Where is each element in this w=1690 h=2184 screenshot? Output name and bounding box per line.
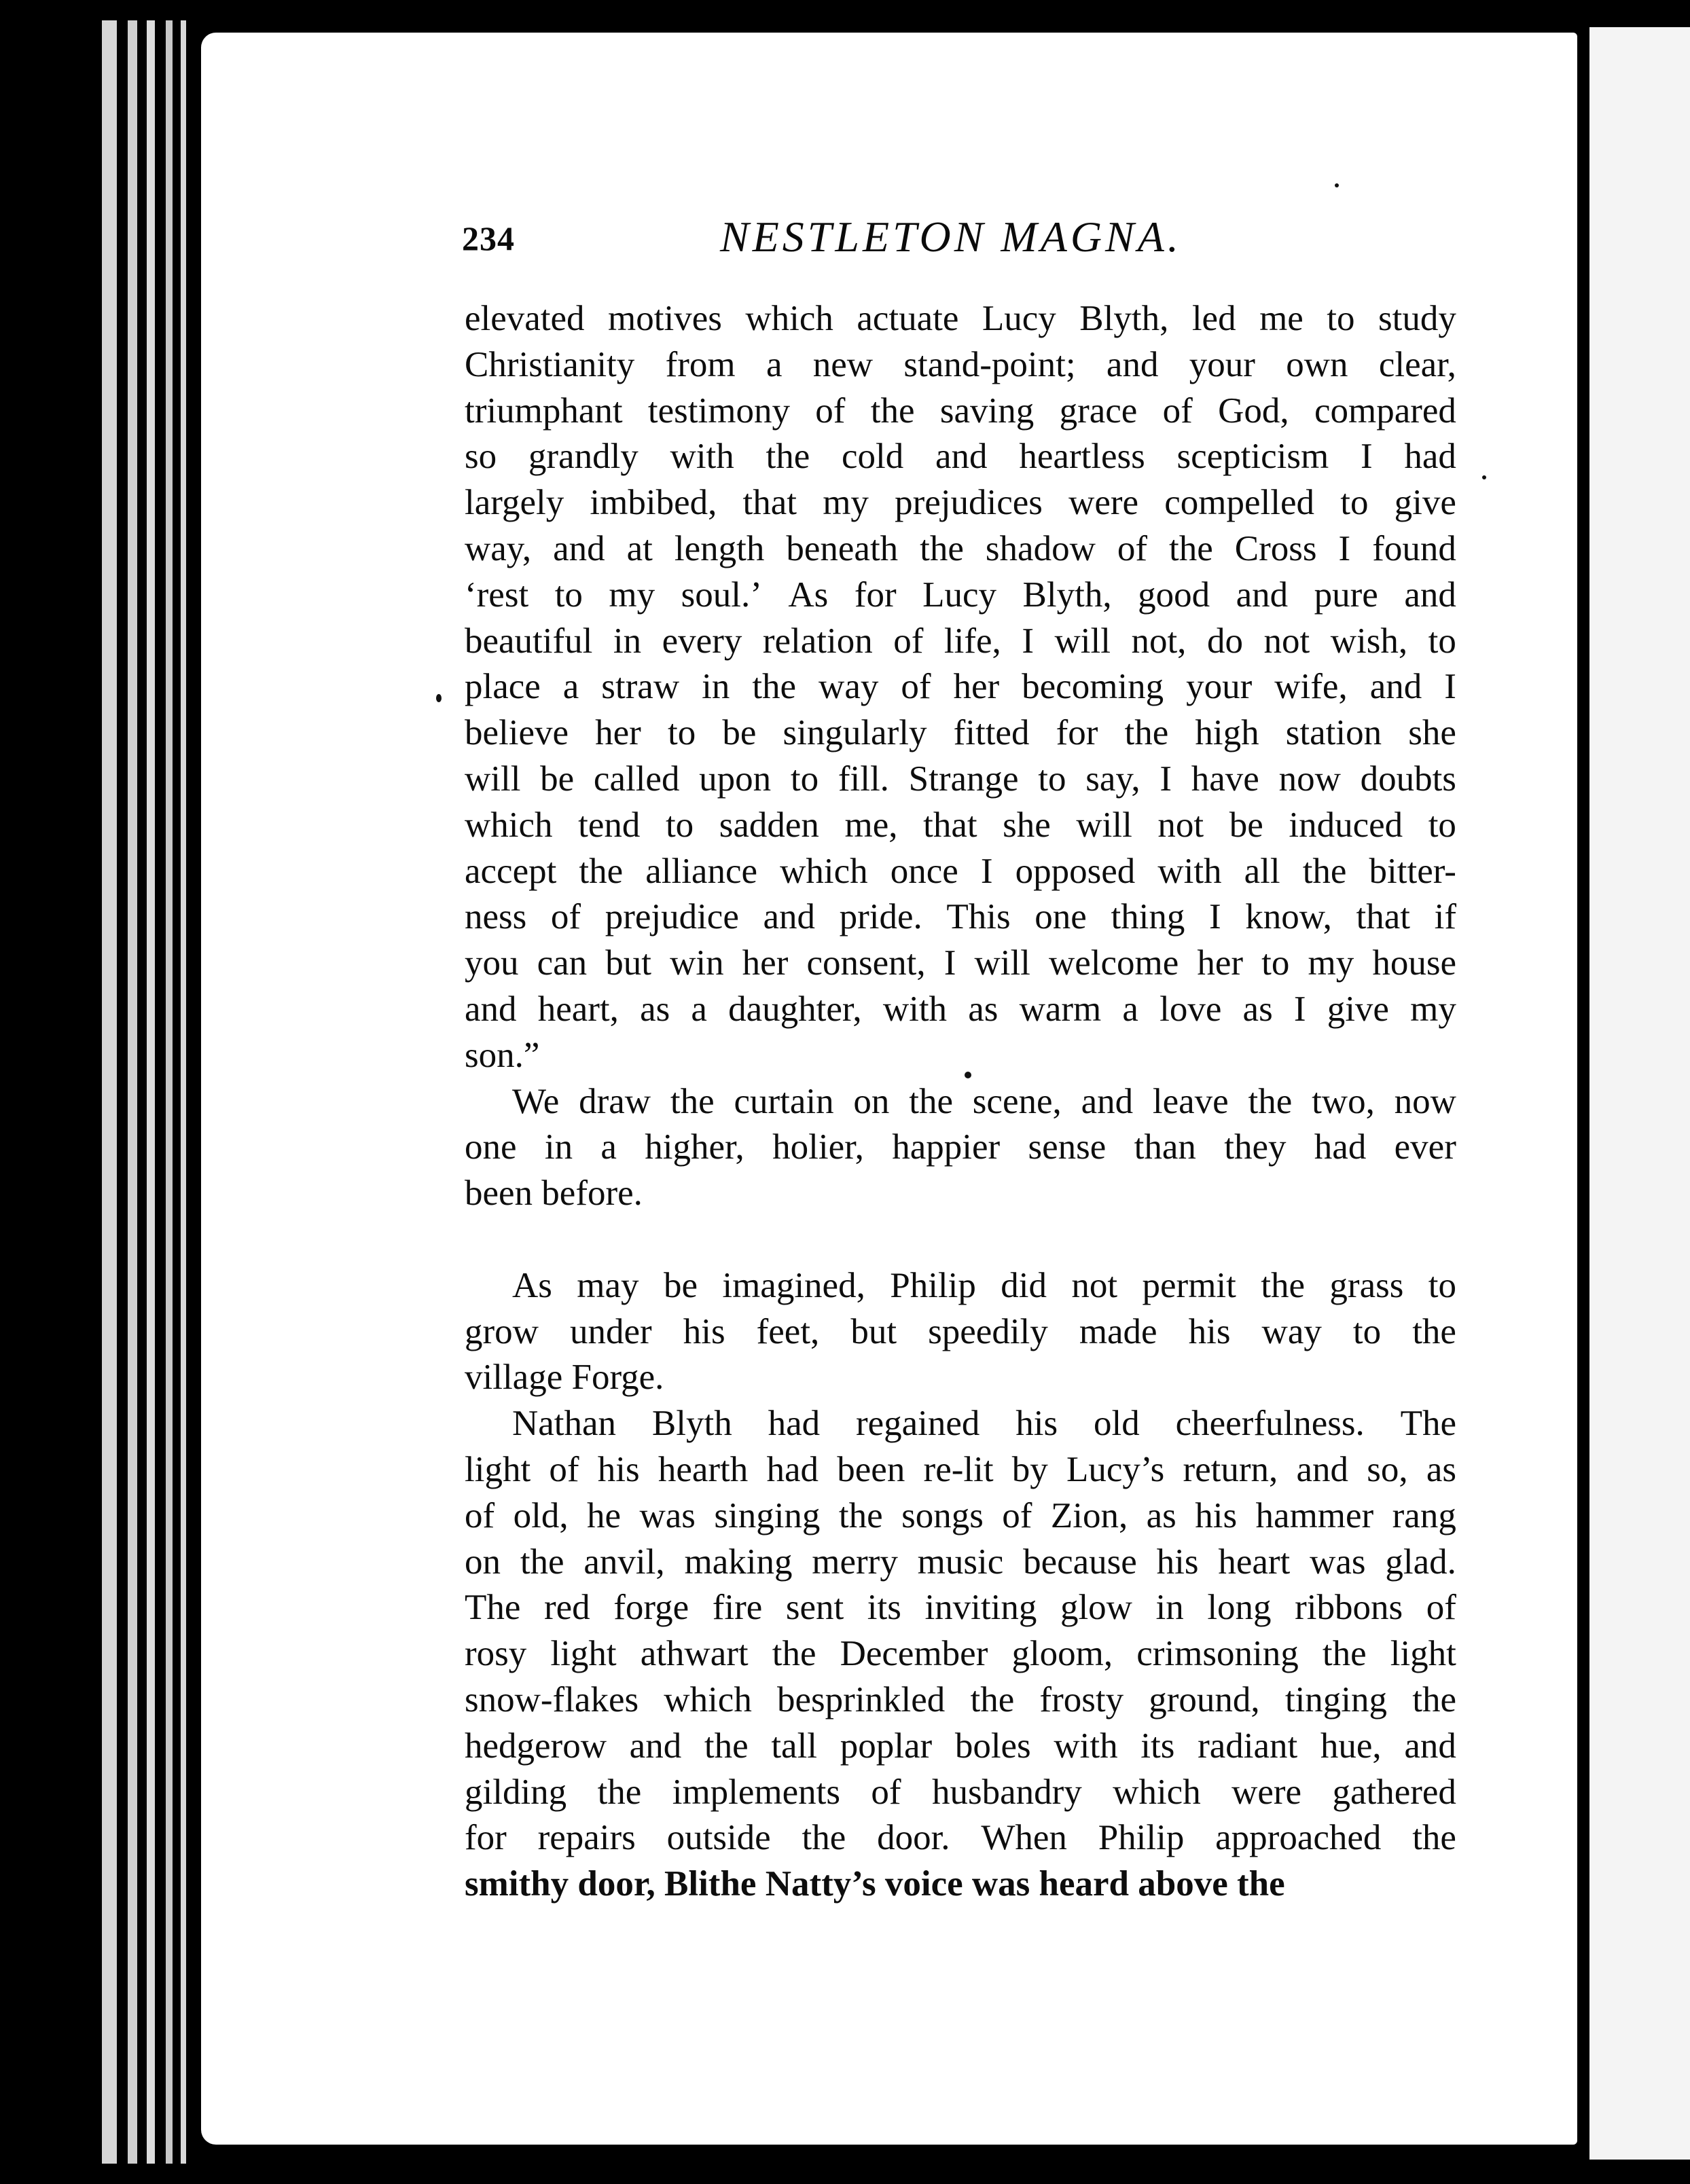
text-line: will be called upon to fill. Strange to say, I have now doubts: [465, 759, 1456, 799]
text-line: way, and at length beneath the shadow of the Cross I found: [465, 528, 1456, 568]
text-line: on the anvil, making merry music because his heart was glad.: [465, 1542, 1456, 1582]
page-edge-strip: [166, 20, 173, 2164]
page-edge-strip: [181, 20, 186, 2164]
text-line: of old, he was singing the songs of Zion, as his hammer rang: [465, 1495, 1456, 1535]
page-edge-strip: [102, 20, 117, 2164]
text-line: so grandly with the cold and heartless scepticism I had: [465, 437, 1456, 477]
scan-speck: [1482, 475, 1486, 479]
text-line: snow-flakes which besprinkled the frosty ground, tinging the: [465, 1679, 1456, 1719]
text-line: As may be imagined, Philip did not permit the grass to: [512, 1265, 1456, 1305]
text-line: gilding the implements of husbandry which were gathered: [465, 1772, 1456, 1812]
page-edge-strip: [128, 20, 137, 2164]
text-line: been before.: [465, 1173, 643, 1214]
text-line: Christianity from a new stand-point; and your own clear,: [465, 344, 1456, 384]
paragraph: [465, 1401, 1456, 1908]
text-line: and heart, as a daughter, with as warm a love as I give my: [465, 989, 1456, 1029]
text-line: The red forge fire sent its inviting glow in long ribbons of: [465, 1588, 1456, 1628]
text-line: accept the alliance which once I opposed with all the bitter-: [465, 851, 1456, 891]
text-line: which tend to sadden me, that she will not be induced to: [465, 805, 1456, 845]
text-line: rosy light athwart the December gloom, crimsoning the light: [465, 1634, 1456, 1674]
text-line: believe her to be singularly fitted for the high station she: [465, 713, 1456, 753]
text-line: ness of prejudice and pride. This one thing I know, that if: [465, 897, 1456, 937]
text-line: village Forge.: [465, 1358, 664, 1398]
text-line: beautiful in every relation of life, I will not, do not wish, to: [465, 621, 1456, 661]
section-break: [465, 1217, 1456, 1263]
text-line: largely imbibed, that my prejudices were compelled to give: [465, 483, 1456, 523]
facing-page-edge: [1589, 27, 1690, 2160]
running-title: NESTLETON MAGNA.: [720, 213, 1182, 261]
paragraph: [465, 1079, 1456, 1217]
page-number: 234: [462, 219, 515, 257]
text-line: smithy door, Blithe Natty’s voice was heard above the: [465, 1864, 1285, 1904]
text-line: son.”: [465, 1035, 540, 1075]
paragraph: [465, 1263, 1456, 1401]
text-line: place a straw in the way of her becoming your wife, and I: [465, 667, 1456, 707]
text-line: elevated motives which actuate Lucy Blyth, led me to study: [465, 299, 1456, 338]
text-line: for repairs outside the door. When Philip approached the: [465, 1818, 1456, 1858]
scan-speck: [436, 694, 442, 702]
gutter-shadow: [1577, 27, 1589, 2160]
page-edge-strip: [147, 20, 155, 2164]
body-text: [465, 296, 1456, 1908]
text-line: you can but win her consent, I will welcome her to my house: [465, 943, 1456, 983]
text-line: Nathan Blyth had regained his old cheerfulness. The: [512, 1404, 1456, 1444]
scan-speck: [1335, 183, 1339, 187]
text-line: grow under his feet, but speedily made his way to the: [465, 1311, 1456, 1351]
text-line: light of his hearth had been re-lit by Lucy’s return, and so, as: [465, 1449, 1456, 1489]
text-line: ‘rest to my soul.’ As for Lucy Blyth, good and pure and: [465, 575, 1456, 615]
text-line: one in a higher, holier, happier sense than they had ever: [465, 1127, 1456, 1167]
text-line: hedgerow and the tall poplar boles with its radiant hue, and: [465, 1726, 1456, 1766]
paragraph: [465, 296, 1456, 1079]
scan-speck: [965, 1072, 971, 1078]
text-line: triumphant testimony of the saving grace of God, compared: [465, 390, 1456, 431]
running-header: [462, 212, 1467, 266]
text-line: We draw the curtain on the scene, and leave the two, now: [512, 1081, 1456, 1121]
